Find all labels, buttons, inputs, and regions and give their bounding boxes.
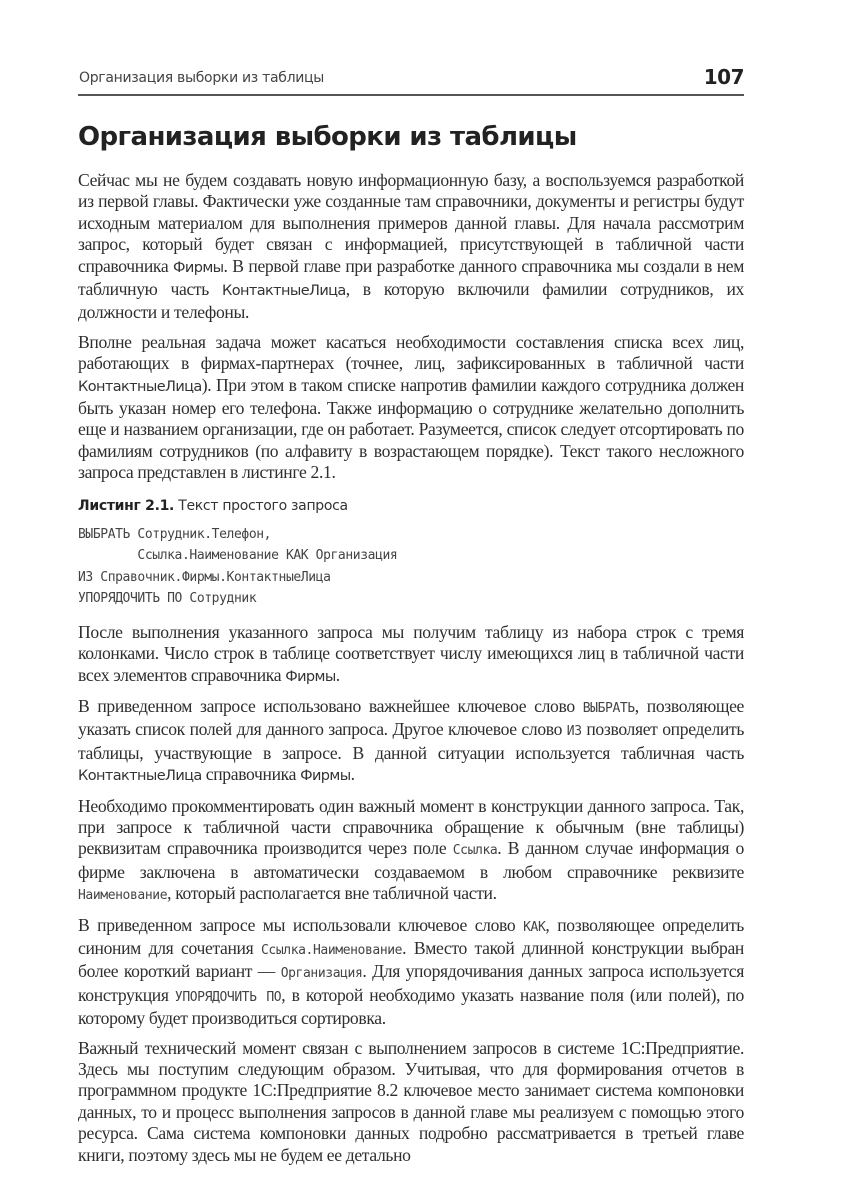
field-ssylka: Ссылка [452,843,498,859]
term-firmy: Фирмы [300,768,351,785]
listing-caption-text: Текст простого запроса [174,497,348,514]
term-kontaktnye-litsa: КонтактныеЛица [222,283,346,300]
alias-organizatsiya: Организация [280,966,363,982]
code-line: Ссылка.Наименование КАК Организация [78,548,398,564]
term-firmy: Фирмы [173,259,224,276]
paragraph-6 [78,915,744,1030]
page-number: 107 [703,65,744,89]
text-run: позволяет определить таблицы, участвующие в запросе. В данной ситуации используется табличная часть [78,719,744,763]
keyword-vybrat: ВЫБРАТЬ [582,700,635,716]
field-naimenovanie: Наименование [78,888,168,904]
term-firmy: Фирмы [285,668,336,685]
section-title: Организация выборки из таблицы [78,122,577,152]
paragraph-1 [78,170,744,324]
keyword-kak: КАК [523,919,546,935]
text-run: . [350,764,355,785]
text-run: . В первой главе при разработке данного справочника мы создали в нем табличную часть [78,255,744,300]
running-header [78,66,744,96]
text-run: Важный технический момент связан с выполнением запросов в системе 1С:Предприятие. Здесь мы поступим следующим образом. Учитывая, что для формирования отчетов в программном продукте 1С:Предприятие 8.2 ключевое место занимает система компоновки данных, то и процесс выполнения запросов в данной главе мы реализуем с помощью этого ресурса. Сама система компоновки данных подробно рассматривается в третьей главе книги, поэтому здесь мы не будем ее детально [78,1037,744,1165]
paragraph-7 [78,1038,744,1166]
listing-caption [78,498,744,514]
text-run: . Для упорядочивания данных запроса используется конструкция [78,961,744,1005]
field-ssylka-naimenovanie: Ссылка.Наименование [261,942,403,958]
text-run: В приведенном запросе использовано важнейшее ключевое слово [78,695,583,716]
listing-label: Листинг 2.1. [78,497,175,514]
paragraph-2 [78,332,744,484]
text-run: , в которой необходимо указать название поля (или полей), по которому будет производиться сортировка. [78,984,744,1029]
code-line: УПОРЯДОЧИТЬ ПО Сотрудник [78,591,257,607]
body-text [78,170,744,1174]
text-run: Вполне реальная задача может касаться необходимости составления списка всех лиц, работающих в фирмах-партнерах (точнее, лиц, зафиксированных в табличной части [78,331,744,374]
keyword-iz: ИЗ [566,724,582,740]
code-listing [78,524,744,610]
text-run: . [335,664,340,685]
text-run: После выполнения указанного запроса мы получим таблицу из набора строк с тремя колонками. Число строк в таблице соответствует числу имеющихся лиц в табличной части всех элементов справочника [78,621,744,685]
text-run: справочника [201,764,301,785]
text-run: . Вместо такой длинной конструкции выбран более короткий вариант — [78,937,744,982]
text-run: Необходимо прокомментировать один важный момент в конструкции данного запроса. Так, при запросе к табличной части справочника обращение к обычным (вне таблицы) реквизитам справочника производится через поле [78,795,744,859]
text-run: . В данном случае информация о фирме заключена в автоматически создаваемом в любом справочнике реквизите [78,838,745,882]
text-run: , позволяющее указать список полей для данного запроса. Другое ключевое слово [78,695,745,740]
keyword-uporyadochit-po: УПОРЯДОЧИТЬ ПО [174,989,282,1005]
running-title: Организация выборки из таблицы [79,70,325,86]
text-run: , который располагается вне табличной части. [167,883,497,904]
text-run: ). При этом в таком списке напротив фамилии каждого сотрудника должен быть указан номер его телефона. Также информацию о сотруднике желательно дополнить еще и названием организации, где он работает. Разумеется, список следует отсортировать по фамилиям сотрудников (по алфавиту в возрастающем порядке). Текст такого несложного запроса представлен в листинге 2.1. [78,374,744,483]
paragraph-4 [78,696,744,788]
term-kontaktnye-litsa: КонтактныеЛица [78,378,202,395]
term-kontaktnye-litsa: КонтактныеЛица [78,768,202,785]
text-run: , в которую включили фамилии сотрудников, их должности и телефоны. [78,279,744,323]
paragraph-3 [78,622,744,688]
code-line: ВЫБРАТЬ Сотрудник.Телефон, [78,526,272,542]
text-run: В приведенном запросе мы использовали ключевое слово [78,914,524,935]
text-run: , позволяющее определить синоним для сочетания [78,914,744,958]
code-line: ИЗ Справочник.Фирмы.КонтактныеЛица [78,569,331,585]
text-run: Сейчас мы не будем создавать новую информационную базу, а воспользуемся разработкой из первой главы. Фактически уже созданные там справочники, документы и регистры будут исходным материалом для выполнения примеров данной главы. Для начала рассмотрим запрос, который будет связан с информацией, присутствующей в табличной части справочника [78,170,744,276]
paragraph-5 [78,796,744,907]
